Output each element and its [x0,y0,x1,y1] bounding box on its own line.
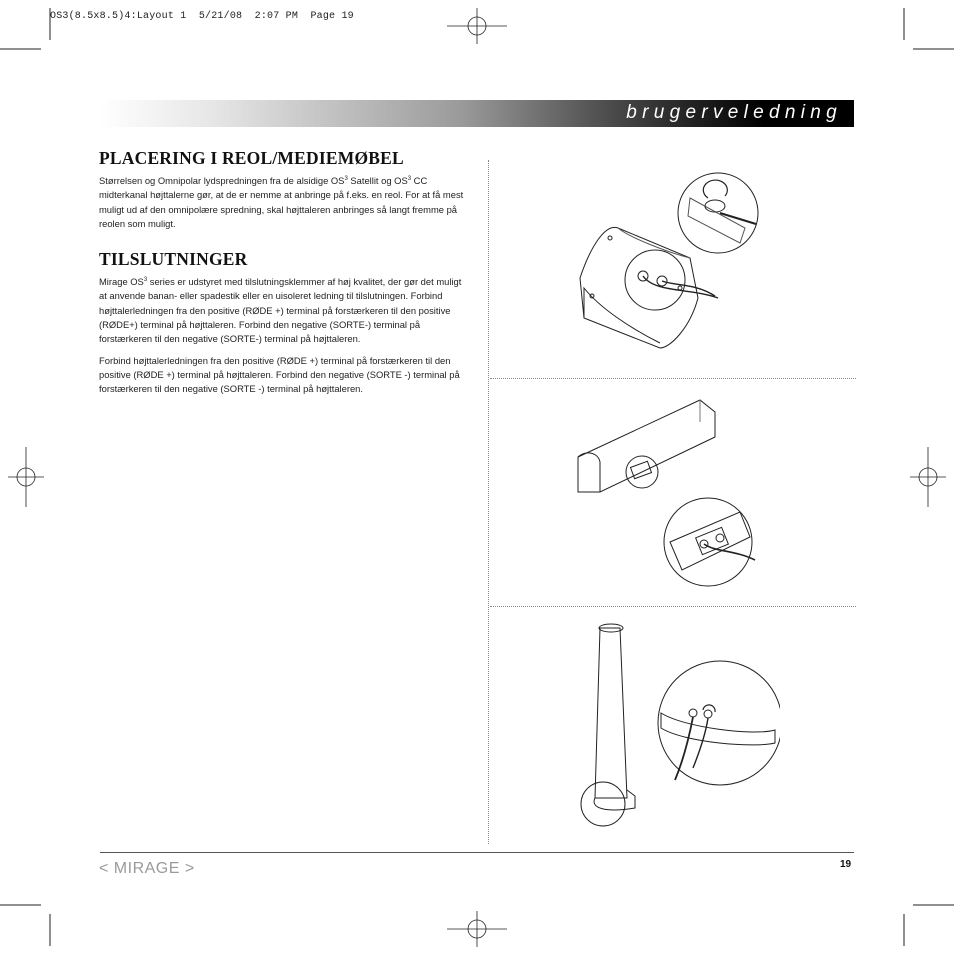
footer-rule [100,852,854,853]
placement-paragraph: Størrelsen og Omnipolar lydspredningen fra de alsidige $OS^3$ Satellit og $OS^3$ CC midterkanal højttalerne gør, at de er nemme at anbringe på f.eks. en reol. For at få mest muligt ud af den omnipolære spredning, skal højttaleren anbringes så langt fremme på reolen som muligt. [99,175,464,229]
header-title: brugerveledning [626,102,842,123]
registration-mark-bottom [447,911,507,947]
registration-mark-left [8,447,44,507]
tower-speaker-illustration [575,618,780,830]
connections-paragraph-2: Forbind højttalerledningen fra den positive (RØDE +) terminal på forstærkeren til den positive (RØDE +) terminal på højttaleren. Forbind den negative (SORTE -) terminal på forstærkeren til den negative (SORTE -) terminal på højttaleren. [99,354,460,395]
header-bar [100,100,854,127]
illustration-divider-2 [490,606,856,607]
connections-paragraph-1: Mirage $OS^3$ series er udstyret med tilslutningsklemmer af høj kvalitet, der gør det muligt at anvende banan- eller spadestik eller en uisoleret ledning til tilslutningen. Forbind højttalerledningen fra den positive (RØDE +) terminal på forstærkeren til den positive (RØDE+) terminal på højttaleren. Forbind den negative (SORTE-) terminal på forstærkeren til den negative (SORTE-) terminal på højttaleren. [99,276,462,345]
section-heading-connections: TILSLUTNINGER [99,249,248,270]
illustration-divider-1 [490,378,856,379]
registration-mark-right [910,447,946,507]
registration-mark-top [447,8,507,44]
text-column [99,148,469,404]
mirage-logo: < MIRAGE > [99,860,195,877]
center-channel-illustration [570,392,770,587]
page-number: 19 [840,859,852,870]
print-slug-line: OS3(8.5x8.5)4:Layout 1 5/21/08 2:07 PM Page 19 [50,11,354,22]
section-heading-placement: PLACERING I REOL/MEDIEMØBEL [99,148,404,168]
satellite-speaker-illustration [570,168,770,368]
column-divider [488,160,489,844]
